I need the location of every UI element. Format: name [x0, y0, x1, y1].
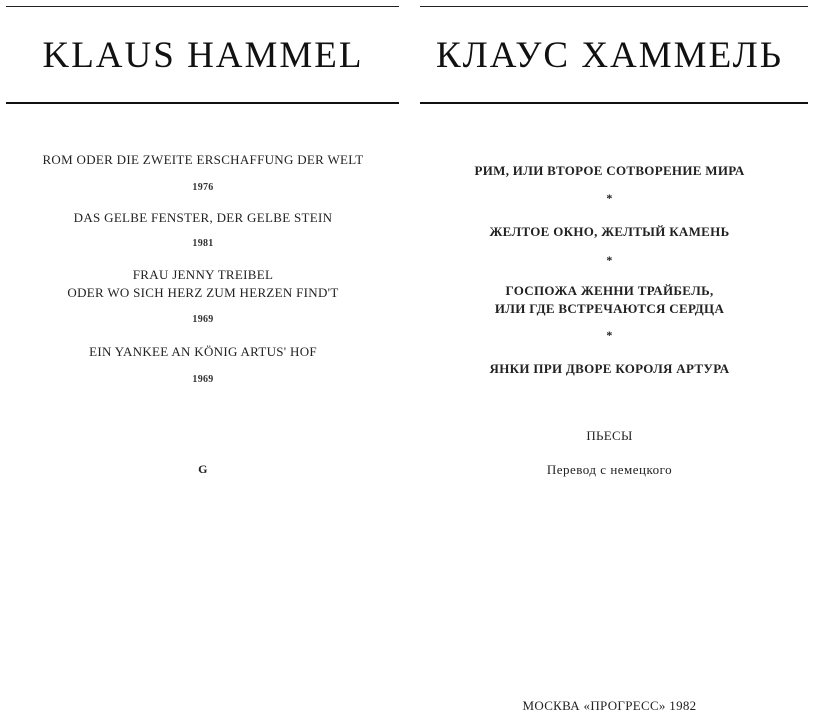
- author-underline-rule: [420, 102, 808, 104]
- work-title: EIN YANKEE AN KÖNIG ARTUS' HOF: [89, 344, 317, 359]
- top-rule: [420, 6, 808, 7]
- work-year: 1969: [192, 374, 214, 385]
- work-title-line-1: ГОСПОЖА ЖЕННИ ТРАЙБЕЛЬ,: [505, 283, 714, 298]
- right-page: [406, 0, 813, 722]
- publisher-imprint: МОСКВА «ПРОГРЕСС» 1982: [522, 698, 697, 713]
- author-name-german: KLAUS HAMMEL: [42, 35, 364, 76]
- work-title: ROM ODER DIE ZWEITE ERSCHAFFUNG DER WELT: [42, 152, 364, 167]
- work-title: ЖЕЛТОЕ ОКНО, ЖЕЛТЫЙ КАМЕНЬ: [489, 224, 730, 239]
- work-title-line-2: ИЛИ ГДЕ ВСТРЕЧАЮТСЯ СЕРДЦА: [494, 301, 725, 316]
- separator-asterisk: *: [606, 191, 613, 205]
- genre-label: ПЬЕСЫ: [586, 428, 633, 443]
- work-year: 1981: [192, 238, 214, 249]
- top-rule: [6, 6, 399, 7]
- work-title: ЯНКИ ПРИ ДВОРЕ КОРОЛЯ АРТУРА: [489, 361, 730, 376]
- work-title: DAS GELBE FENSTER, DER GELBE STEIN: [73, 210, 333, 225]
- work-title-line-2: ODER WO SICH HERZ ZUM HERZEN FIND'T: [67, 285, 339, 300]
- work-title-line-1: FRAU JENNY TREIBEL: [132, 267, 274, 282]
- work-year: 1976: [192, 182, 214, 193]
- publisher-logo: G: [198, 462, 208, 476]
- left-page: [0, 0, 406, 722]
- work-year: 1969: [192, 314, 214, 325]
- work-title: РИМ, ИЛИ ВТОРОЕ СОТВОРЕНИЕ МИРА: [474, 163, 745, 178]
- translation-note: Перевод с немецкого: [546, 462, 673, 477]
- separator-asterisk: *: [606, 328, 613, 342]
- author-underline-rule: [6, 102, 399, 104]
- author-name-russian: КЛАУС ХАММЕЛЬ: [435, 35, 784, 76]
- separator-asterisk: *: [606, 253, 613, 267]
